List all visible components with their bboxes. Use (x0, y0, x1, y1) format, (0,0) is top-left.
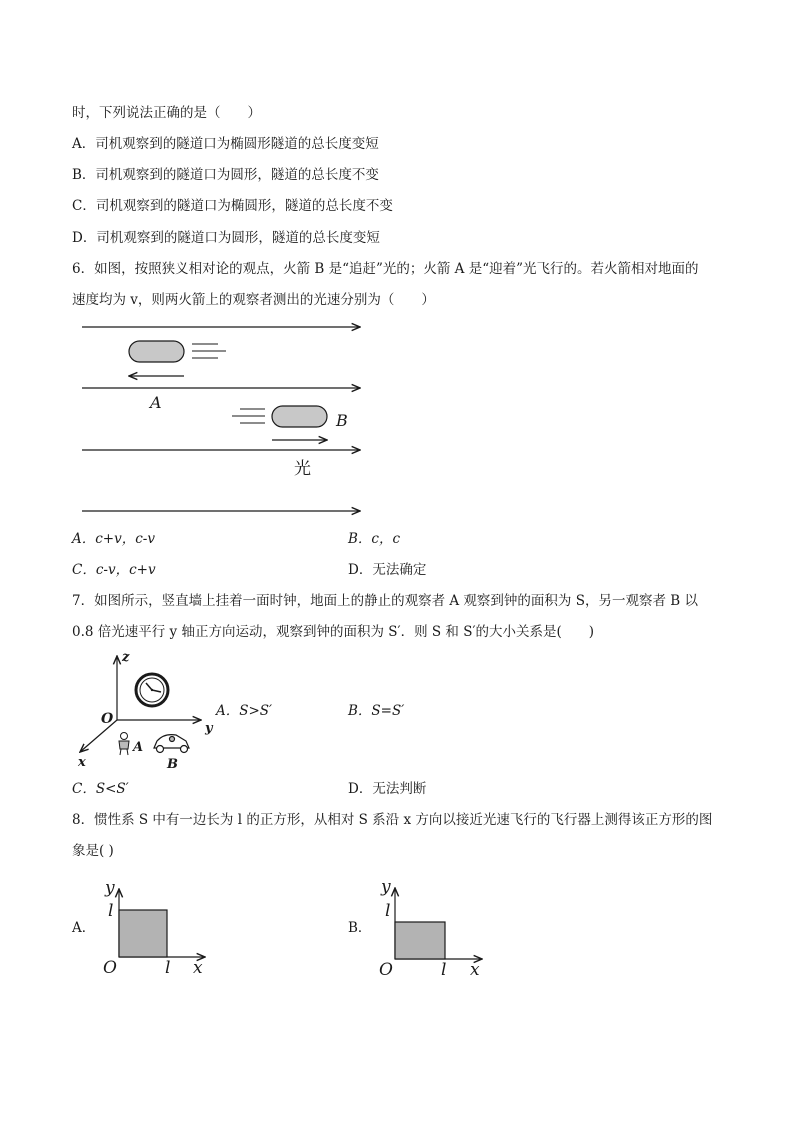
q8-a-axis-x: x (193, 958, 203, 978)
q7-label-b: B (167, 757, 178, 772)
q8-a-origin: O (103, 958, 117, 978)
q5-option-c[interactable]: C．司机观察到的隧道口为椭圆形，隧道的总长度不变 (72, 198, 393, 214)
q7-option-c[interactable]: C．S<S′ (72, 781, 129, 797)
q7-option-a[interactable]: A．S>S′ (216, 703, 273, 719)
q8-b-axis-y: y (381, 877, 391, 897)
q6-option-a[interactable]: A．c+v，c-v (72, 531, 155, 547)
q8-option-b-label[interactable]: B． (348, 920, 372, 936)
q7-stem-line2: 0.8 倍光速平行 y 轴正方向运动，观察到钟的面积为 S′．则 S 和 S′的大小关系是( ) (72, 624, 595, 640)
q5-stem-tail: 时，下列说法正确的是（ ） (72, 105, 261, 121)
q8-b-tick-y: l (385, 901, 391, 921)
q7-axis-x-label: x (78, 755, 86, 770)
q8-a-tick-y: l (108, 901, 114, 921)
q8-stem-line2: 象是( ) (72, 843, 114, 859)
q7-axis-y-label: y (205, 721, 213, 736)
label-a: A (150, 393, 162, 412)
q8-option-a-label[interactable]: A． (72, 920, 96, 936)
q8-b-axis-x: x (470, 960, 480, 980)
q8-stem-line1: 8．惯性系 S 中有一边长为 l 的正方形，从相对 S 系沿 x 方向以接近光速飞行的飞行器上测得该正方形的图 (72, 812, 713, 828)
q6-option-b[interactable]: B．c，c (348, 531, 401, 547)
q5-option-b[interactable]: B．司机观察到的隧道口为圆形，隧道的总长度不变 (72, 167, 379, 183)
q8-graph-b-rectangle (395, 922, 445, 959)
q6-option-c[interactable]: C．c-v，c+v (72, 562, 156, 578)
q7-stem-line1: 7．如图所示，竖直墙上挂着一面时钟，地面上的静止的观察者 A 观察到钟的面积为 S，另一观察者 B 以 (72, 593, 698, 609)
q6-option-d[interactable]: D．无法确定 (348, 562, 427, 578)
q5-option-d[interactable]: D．司机观察到的隧道口为圆形，隧道的总长度变短 (72, 230, 380, 246)
q8-a-axis-y: y (105, 878, 115, 898)
q6-stem-line1: 6．如图，按照狭义相对论的观点，火箭 B 是“追赶”光的；火箭 A 是“迎着”光飞行的。若火箭相对地面的 (72, 261, 699, 277)
q8-b-origin: O (379, 960, 393, 980)
q7-axis-z-label: z (122, 650, 130, 665)
q7-origin-label: O (101, 711, 114, 727)
q6-stem-line2: 速度均为 v，则两火箭上的观察者测出的光速分别为（ ） (72, 292, 435, 308)
label-b: B (336, 411, 348, 430)
label-light: 光 (294, 459, 311, 479)
q7-label-a: A (133, 740, 144, 755)
q7-option-d[interactable]: D．无法判断 (348, 781, 427, 797)
q7-option-b[interactable]: B．S=S′ (348, 703, 405, 719)
q5-option-a[interactable]: A．司机观察到的隧道口为椭圆形隧道的总长度变短 (72, 136, 379, 152)
q8-a-tick-x: l (165, 958, 171, 978)
q8-b-tick-x: l (441, 960, 447, 980)
